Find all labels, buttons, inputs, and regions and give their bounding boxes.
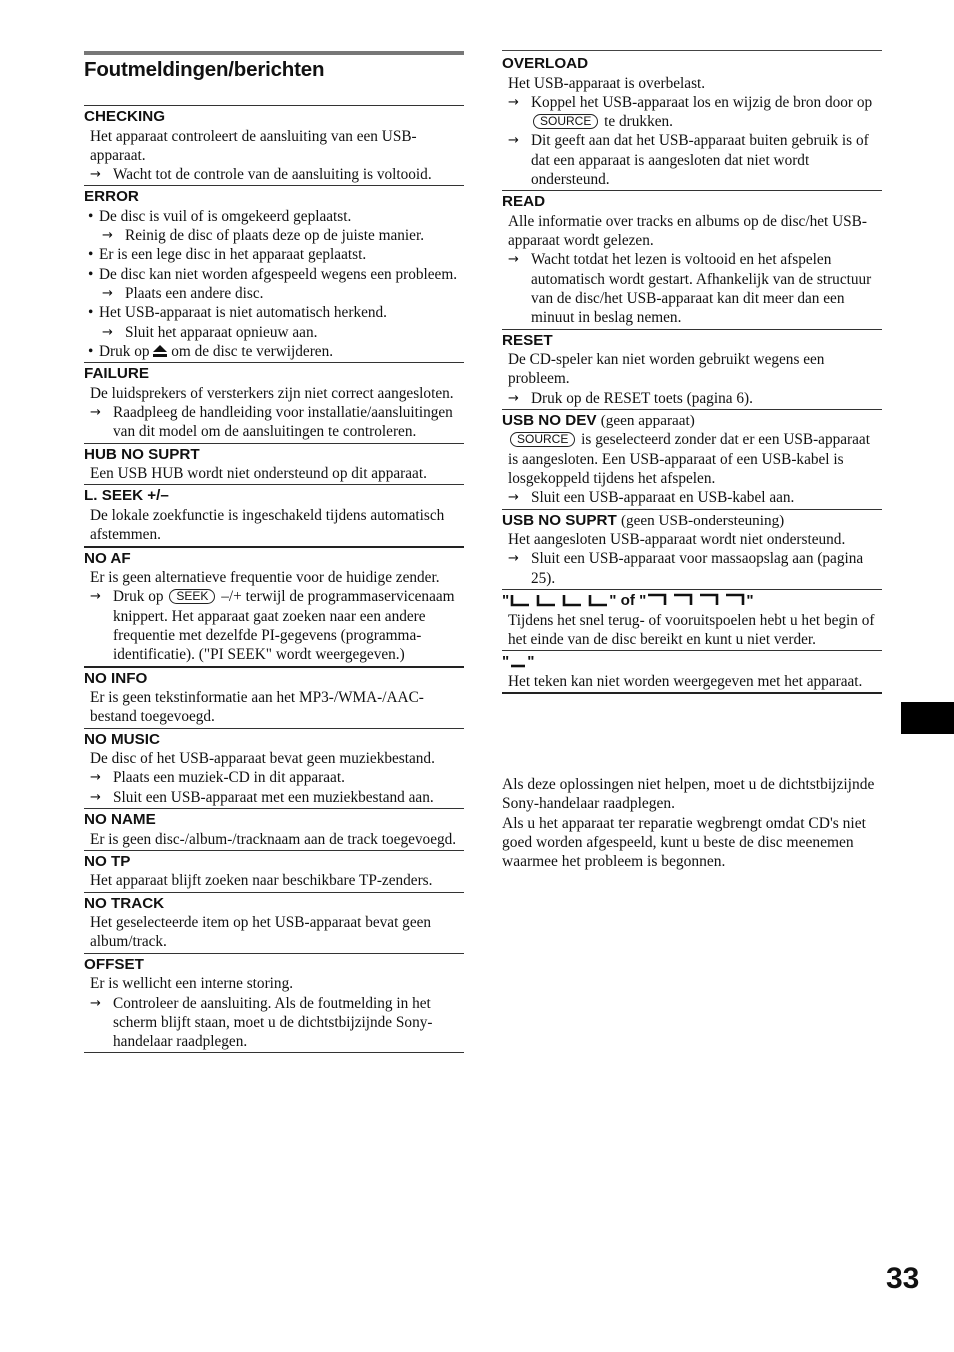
entry-description: Het teken kan niet worden weergegeven met het apparaat. (508, 672, 863, 690)
arrow-icon: → (90, 167, 101, 183)
bullet-item: • De disc is vuil of is omgekeerd geplaatst. (88, 207, 352, 225)
page-number: 33 (886, 1262, 920, 1295)
entry-error (84, 186, 464, 363)
remedy: → Plaats een andere disc. (102, 285, 264, 303)
entry-term: USB NO DEV (geen apparaat) (502, 411, 695, 429)
bullet-item: • Het USB-apparaat is niet automatisch herkend. (88, 304, 388, 322)
arrow-icon: → (90, 789, 101, 805)
entry-term: RESET (502, 331, 553, 349)
entry-description: Er is geen alternatieve frequentie voor de huidige zender. (90, 569, 440, 587)
arrow-icon: → (508, 133, 519, 149)
column-rule (502, 50, 882, 51)
entry-checking (84, 106, 464, 186)
entry-term: CHECKING (84, 108, 166, 125)
entry-seek-end-indicator (502, 590, 882, 651)
closing-paragraph: Als u het apparaat ter reparatie wegbrengt omdat CD's niet goed worden afgespeeld, kunt u beste de disc meenemen waarmee het probleem is begonnen. (502, 814, 866, 871)
entry-reset (502, 330, 882, 410)
arrow-icon: → (508, 390, 519, 406)
entry-description: Een USB HUB wordt niet ondersteund op dit apparaat. (90, 465, 427, 483)
entry-description: Er is geen tekstinformatie aan het MP3-/WMA-/AAC-bestand toegevoegd. (90, 689, 424, 726)
remedy: → Dit geeft aan dat het USB-apparaat buiten gebruik is of dat een apparaat is aangesloten dat niet wordt ondersteund. (508, 132, 869, 188)
arrow-icon: → (102, 228, 113, 244)
remedy: → Wacht tot de controle van de aansluiting is voltooid. (90, 166, 432, 184)
closing-paragraph: Als deze oplossingen niet helpen, moet u de dichtstbijzijnde Sony-handelaar raadplegen. (502, 776, 875, 813)
entry-no-char-indicator (502, 651, 882, 694)
entry-description: Alle informatie over tracks en albums op de disc/het USB-apparaat wordt gelezen. (508, 212, 867, 250)
entry-no-tp (84, 851, 464, 893)
entry-term: " " of " " (502, 592, 754, 610)
arrow-icon: → (90, 405, 101, 421)
entry-term: READ (502, 193, 546, 211)
entry-term: " " (502, 653, 535, 671)
remedy: → Raadpleeg de handleiding voor installatie/aansluitingen van dit model om de aansluitingen te controleren. (90, 404, 453, 441)
entry-description: Het apparaat blijft zoeken naar beschikbare TP-zenders. (90, 872, 433, 890)
entry-description: SOURCE is geselecteerd zonder dat er een USB-apparaat is aangesloten. Een USB-apparaat of een USB-kabel is losgekoppeld tijdens het afspelen. (508, 431, 870, 488)
bullet-item: • Er is een lege disc in het apparaat geplaatst. (88, 246, 367, 264)
section-thumb-tab (901, 702, 954, 734)
entry-description: De CD-speler kan niet worden gebruikt wegens een probleem. (508, 351, 825, 388)
forward-end-segments-icon (646, 592, 746, 608)
entry-term: NO TRACK (84, 894, 165, 912)
entry-term: HUB NO SUPRT (84, 445, 200, 463)
bullet-item: • Druk op om de disc te verwijderen. (88, 342, 334, 360)
entry-description: Het geselecteerde item op het USB-apparaat bevat geen album/track. (90, 914, 432, 951)
remedy: → Controleer de aansluiting. Als de foutmelding in het scherm blijft staan, moet u de dichtstbijzijnde Sony-handelaar raadplegen. (90, 994, 433, 1051)
entry-term: NO TP (84, 852, 131, 870)
arrow-icon: → (508, 252, 519, 268)
entry-overload (502, 53, 882, 191)
arrow-icon: → (90, 589, 101, 605)
closing-note (502, 775, 892, 871)
bullet-item: • De disc kan niet worden afgespeeld wegens een probleem. (88, 265, 458, 283)
entry-failure (84, 363, 464, 443)
entry-term: NO AF (84, 549, 131, 567)
entry-no-name (84, 809, 464, 851)
entry-hub-no-suprt (84, 444, 464, 486)
remedy: → Sluit een USB-apparaat met een muziekbestand aan. (90, 788, 434, 806)
entry-term: USB NO SUPRT (geen USB-ondersteuning) (502, 511, 785, 529)
remedy: → Reinig de disc of plaats deze op de juiste manier. (102, 227, 425, 245)
entry-description: Het aangesloten USB-apparaat wordt niet ondersteund. (508, 531, 846, 549)
entry-usb-no-dev (502, 410, 882, 510)
remedy: → Plaats een muziek-CD in dit apparaat. (90, 769, 345, 787)
section-title: Foutmeldingen/berichten (84, 58, 325, 81)
arrow-icon: → (508, 551, 519, 567)
entry-description: Het USB-apparaat is overbelast. (508, 74, 706, 92)
entry-term: OFFSET (84, 955, 144, 973)
entry-offset (84, 954, 464, 1054)
entry-term: NO NAME (84, 811, 156, 829)
entry-term: ERROR (84, 188, 139, 206)
source-button: SOURCE (533, 114, 598, 129)
message-list-left (84, 105, 464, 1053)
entry-no-track (84, 893, 464, 954)
eject-icon (153, 345, 167, 357)
rewind-end-segments-icon (509, 592, 609, 608)
entry-read (502, 191, 882, 329)
remedy: → Koppel het USB-apparaat los en wijzig de bron door op SOURCE te drukken. (508, 93, 873, 131)
arrow-icon: → (102, 324, 113, 340)
entry-description: De disc of het USB-apparaat bevat geen muziekbestand. (90, 750, 435, 768)
entry-term: FAILURE (84, 365, 149, 383)
source-button: SOURCE (510, 432, 575, 447)
entry-term: OVERLOAD (502, 55, 589, 72)
remedy: → Sluit een USB-apparaat en USB-kabel aan. (508, 489, 795, 507)
entry-description: De lokale zoekfunctie is ingeschakeld tijdens automatisch afstemmen. (90, 506, 445, 544)
entry-description: Het apparaat controleert de aansluiting van een USB-apparaat. (90, 127, 417, 164)
remedy: → Sluit het apparaat opnieuw aan. (102, 323, 318, 341)
underscore-segment-icon (509, 653, 527, 669)
remedy: → Druk op SEEK –/+ terwijl de programmaservicenaam knippert. Het apparaat gaat zoeken naar een andere frequentie met dezelfde PI-gegevens (programma-identificatie). ("PI SEEK" wordt weergegeven.) (90, 588, 455, 664)
arrow-icon: → (508, 490, 519, 506)
entry-no-music (84, 729, 464, 809)
entry-no-info (84, 668, 464, 729)
arrow-icon: → (90, 770, 101, 786)
entry-usb-no-suprt (502, 510, 882, 590)
entry-no-af (84, 548, 464, 668)
remedy: → Sluit een USB-apparaat voor massaopslag aan (pagina 25). (508, 550, 864, 587)
message-list-right (502, 53, 882, 694)
entry-l-seek (84, 485, 464, 547)
remedy: → Druk op de RESET toets (pagina 6). (508, 389, 753, 407)
entry-description: Tijdens het snel terug- of vooruitspoelen hebt u het begin of het einde van de disc bereikt en kunt u niet verder. (508, 611, 875, 648)
arrow-icon: → (508, 94, 519, 110)
arrow-icon: → (90, 995, 101, 1011)
arrow-icon: → (102, 286, 113, 302)
entry-description: Er is wellicht een interne storing. (90, 975, 294, 993)
entry-description: Er is geen disc-/album-/tracknaam aan de track toegevoegd. (90, 830, 457, 848)
remedy: → Wacht totdat het lezen is voltooid en het afspelen automatisch wordt gestart. Afhankelijk van de structuur van de disc/het USB-apparaat kan dit meer dan een minuut in beslag nemen. (508, 251, 872, 327)
entry-description: De luidsprekers of versterkers zijn niet correct aangesloten. (90, 384, 454, 402)
entry-term: L. SEEK +/– (84, 487, 169, 505)
entry-term: NO MUSIC (84, 730, 160, 748)
seek-button: SEEK (169, 589, 215, 604)
heading-rule (84, 51, 464, 55)
entry-term: NO INFO (84, 669, 148, 687)
